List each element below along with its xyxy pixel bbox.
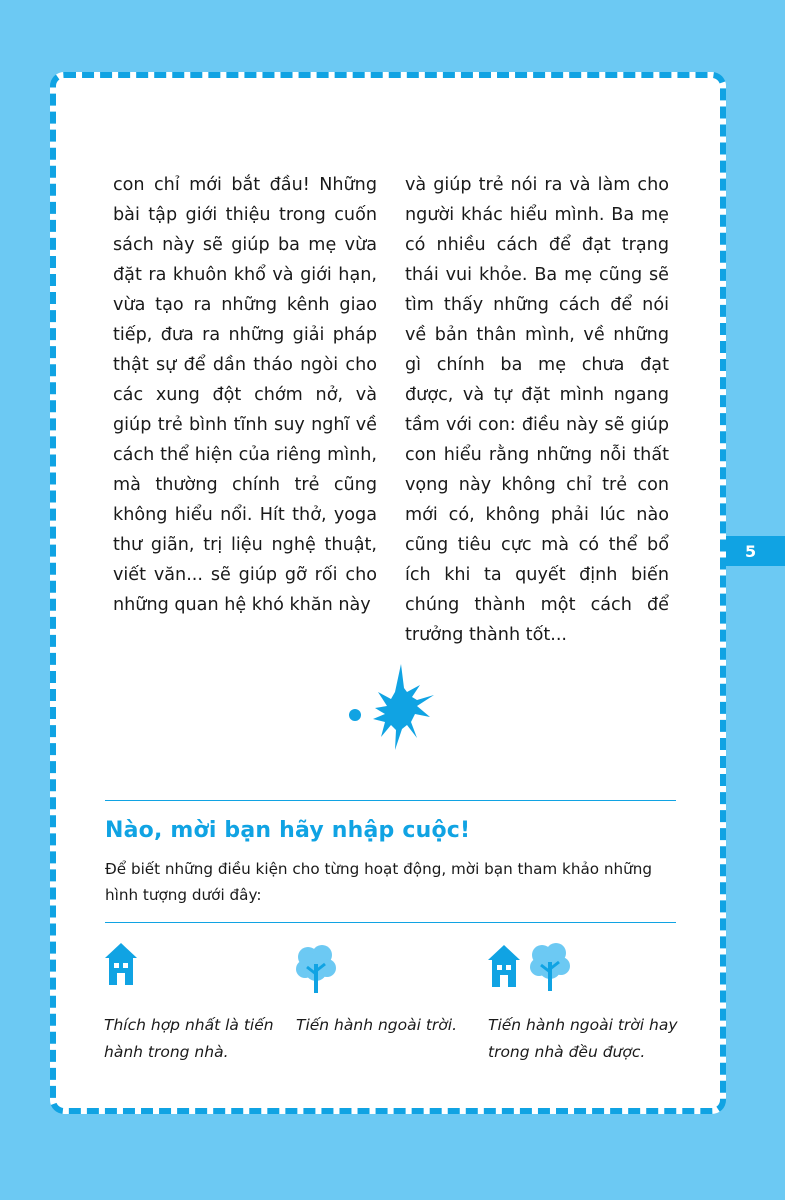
section-title: Nào, mời bạn hãy nhập cuộc! — [105, 818, 471, 843]
section-divider-top — [105, 800, 676, 801]
house-and-tree-house-icon — [487, 944, 521, 988]
house-icon — [104, 942, 138, 986]
page-number-tab — [726, 536, 785, 566]
section-description: Để biết những điều kiện cho từng hoạt động, mời bạn tham khảo những hình tượng dưới đây: — [105, 860, 653, 904]
ink-splash-icon — [345, 662, 435, 752]
tree-icon — [296, 944, 336, 994]
section-divider-bottom — [105, 922, 676, 923]
legend-caption-outdoor: Tiến hành ngoài trời. — [296, 1016, 458, 1034]
legend-caption-indoor: Thích hợp nhất là tiến hành trong nhà. — [104, 1016, 274, 1061]
body-text-left-column: con chỉ mới bắt đầu! Những bài tập giới thiệu trong cuốn sách này sẽ giúp ba mẹ vừa đặt ra khuôn khổ và giới hạn, vừa tạo ra những kênh giao tiếp, đưa ra những giải pháp thật sự để dần tháo ngòi cho các xung đột chớm nở, và giúp trẻ bình tĩnh suy nghĩ về cách thể hiện của riêng mình, mà thường chính trẻ cũng không hiểu nổi. Hít thở, yoga thư giãn, trị liệu nghệ thuật, viết văn... sẽ giúp gỡ rối cho những quan hệ khó khăn này — [113, 175, 377, 615]
legend-caption-both: Tiến hành ngoài trời hay trong nhà đều được. — [488, 1016, 678, 1061]
page-number: 5 — [745, 541, 757, 561]
body-text-right-column: và giúp trẻ nói ra và làm cho người khác hiểu mình. Ba mẹ có nhiều cách để đạt trạng thái vui khỏe. Ba mẹ cũng sẽ tìm thấy những cách để nói về bản thân mình, về những gì chính ba mẹ chưa đạt được, và tự đặt mình ngang tầm với con: điều này sẽ giúp con hiểu rằng những nỗi thất vọng này không chỉ trẻ con mới có, không phải lúc nào cũng tiêu cực mà có thể bổ ích khi ta quyết định biến chúng thành một cách để trưởng thành tốt... — [405, 175, 669, 645]
house-and-tree-tree-icon — [530, 942, 570, 992]
